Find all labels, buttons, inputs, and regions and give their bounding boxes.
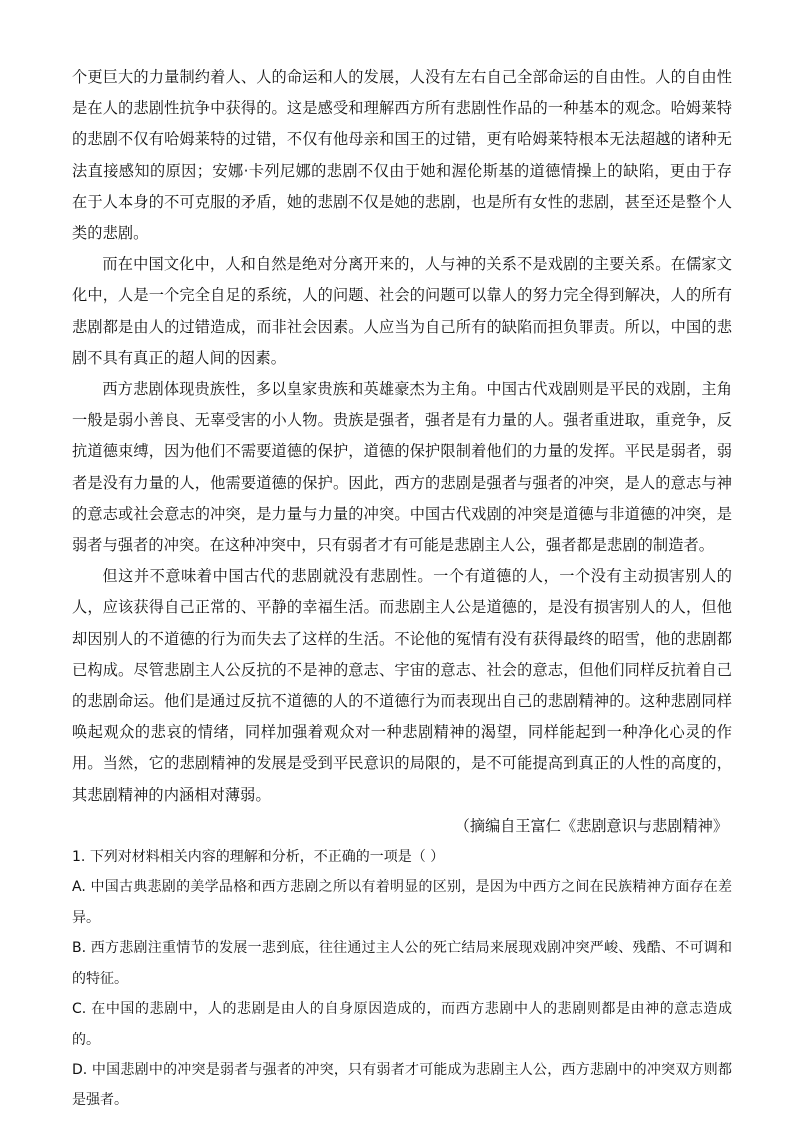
option-d [72, 1055, 732, 1116]
option-c [72, 994, 732, 1055]
passage-paragraph-1: 个更巨大的力量制约着人、人的命运和人的发展，人没有左右自己全部命运的自由性。人的自由性是在人的悲剧性抗争中获得的。这是感受和理解西方所有悲剧性作品的一种基本的观念。哈姆莱特的悲剧不仅有哈姆莱特的过错，不仅有他母亲和国王的过错，更有哈姆莱特根本无法超越的诸种无法直接感知的原因；安娜·卡列尼娜的悲剧不仅由于她和渥伦斯基的道德情操上的缺陷，更由于存在于人本身的不可克服的矛盾，她的悲剧不仅是她的悲剧，也是所有女性的悲剧，甚至还是整个人类的悲剧。 [72, 68, 732, 243]
document-page [72, 62, 732, 1116]
option-a-label: A. [72, 879, 86, 896]
passage-paragraph-4: 但这并不意味着中国古代的悲剧就没有悲剧性。一个有道德的人，一个没有主动损害别人的人，应该获得自己正常的、平静的幸福生活。而悲剧主人公是道德的，是没有损害别人的人，但他却因别人的不道德的行为而失去了这样的生活。不论他的冤情有没有获得最终的昭雪，他的悲剧都已构成。尽管悲剧主人公反抗的不是神的意志、宇宙的意志、社会的意志，但他们同样反抗着自己的悲剧命运。他们是通过反抗不道德的人的不道德行为而表现出自己的悲剧精神的。这种悲剧同样唤起观众的悲哀的情绪，同样加强着观众对一种悲剧精神的渴望，同样能起到一种净化心灵的作用。当然，它的悲剧精神的发展是受到平民意识的局限的，是不可能提高到真正的人性的高度的，其悲剧精神的内涵相对薄弱。 [72, 567, 732, 804]
option-d-text: 中国悲剧中的冲突是弱者与强者的冲突，只有弱者才可能成为悲剧主人公，西方悲剧中的冲突双方则都是强者。 [72, 1061, 733, 1109]
question-stem [72, 842, 732, 872]
option-c-label: C. [72, 1001, 87, 1018]
question-block [72, 842, 732, 1116]
option-b [72, 933, 732, 994]
option-b-text: 西方悲剧注重情节的发展一悲到底，往往通过主人公的死亡结局来展现戏剧冲突严峻、残酷、不可调和的特征。 [72, 940, 733, 987]
question-stem-text: 下列对材料相关内容的理解和分析，不正确的一项是（ ） [89, 849, 445, 866]
passage-paragraph-2: 而在中国文化中，人和自然是绝对分离开来的，人与神的关系不是戏剧的主要关系。在儒家文化中，人是一个完全自足的系统，人的问题、社会的问题可以靠人的努力完全得到解决，人的所有悲剧都是由人的过错造成，而非社会因素。人应当为自己所有的缺陷而担负罪责。所以，中国的悲剧不具有真正的超人间的因素。 [72, 255, 732, 367]
option-a-text: 中国古典悲剧的美学品格和西方悲剧之所以有着明显的区别，是因为中西方之间在民族精神方面存在差异。 [72, 879, 733, 926]
option-a [72, 872, 732, 933]
option-b-label: B. [72, 940, 87, 957]
question-number: 1. [72, 849, 86, 866]
option-d-label: D. [72, 1061, 88, 1078]
passage-paragraph-3: 西方悲剧体现贵族性，多以皇家贵族和英雄豪杰为主角。中国古代戏剧则是平民的戏剧，主角一般是弱小善良、无辜受害的小人物。贵族是强者，强者是有力量的人。强者重进取，重竞争，反抗道德束缚，因为他们不需要道德的保护，道德的保护限制着他们的力量的发挥。平民是弱者，弱者是没有力量的人，他需要道德的保护。因此，西方的悲剧是强者与强者的冲突，是人的意志与神的意志或社会意志的冲突，是力量与力量的冲突。中国古代戏剧的冲突是道德与非道德的冲突，是弱者与强者的冲突。在这种冲突中，只有弱者才有可能是悲剧主人公，强者都是悲剧的制造者。 [72, 380, 732, 555]
option-c-text: 在中国的悲剧中，人的悲剧是由人的自身原因造成的，而西方悲剧中人的悲剧则都是由神的意志造成的。 [72, 1001, 733, 1048]
passage-source: （摘编自王富仁《悲剧意识与悲剧精神》 [454, 816, 728, 835]
